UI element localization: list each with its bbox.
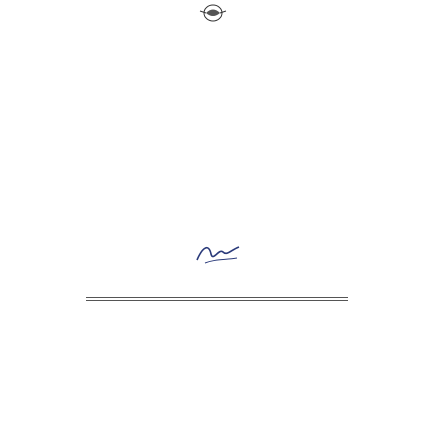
table-cell bbox=[226, 136, 351, 143]
table-row bbox=[86, 150, 351, 157]
table-cell bbox=[195, 136, 226, 143]
table-cell bbox=[86, 136, 195, 143]
document-table bbox=[86, 136, 351, 164]
header-line-2 bbox=[80, 36, 353, 42]
table-row bbox=[86, 136, 351, 143]
signature-caption-text bbox=[80, 270, 353, 276]
table-cell bbox=[195, 157, 226, 164]
table-cell bbox=[86, 150, 195, 157]
table-row bbox=[86, 143, 351, 150]
closing-text bbox=[80, 212, 353, 218]
table-cell bbox=[86, 143, 195, 150]
table-row bbox=[86, 157, 351, 164]
divider bbox=[86, 297, 348, 298]
paragraph-line bbox=[86, 92, 351, 98]
emblem-seal-icon bbox=[196, 3, 230, 23]
closing-line bbox=[80, 212, 353, 218]
lower-heading bbox=[80, 303, 353, 309]
table-cell bbox=[86, 157, 195, 164]
handwritten-signature bbox=[193, 238, 245, 268]
body-paragraph bbox=[86, 62, 351, 98]
table-cell bbox=[226, 157, 351, 164]
lower-line bbox=[84, 390, 352, 396]
table-cell bbox=[195, 143, 226, 150]
table-cell bbox=[226, 143, 351, 150]
lower-section bbox=[84, 312, 352, 396]
table-cell bbox=[195, 150, 226, 157]
note-line bbox=[86, 196, 351, 202]
lower-heading-text bbox=[80, 303, 353, 309]
table-cell bbox=[226, 150, 351, 157]
divider bbox=[86, 300, 348, 301]
document-header bbox=[80, 30, 353, 42]
signature-caption bbox=[80, 270, 353, 276]
note-paragraph bbox=[86, 190, 351, 202]
